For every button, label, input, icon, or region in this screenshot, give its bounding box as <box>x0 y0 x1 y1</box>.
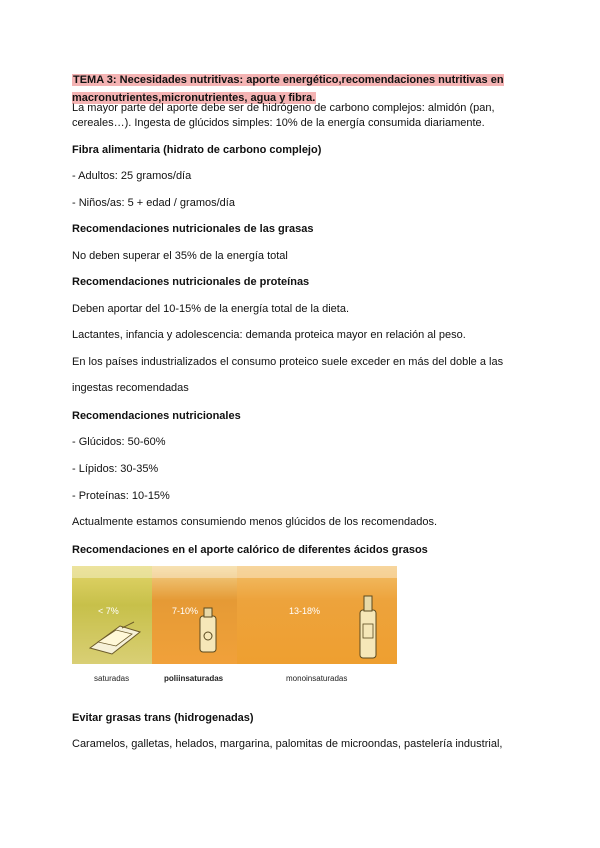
saturadas-percent: < 7% <box>98 606 119 616</box>
nutricionales-proteinas: - Proteínas: 10-15% <box>72 490 170 502</box>
intro-line-2: cereales…). Ingesta de glúcidos simples: 10% de la energía consumida diariamente. <box>72 117 485 129</box>
title-text: TEMA 3: Necesidades nutritivas: aporte energético,recomendaciones nutritivas en macronutrientes,micronutrientes, agua y fibra. <box>72 74 504 104</box>
proteinas-line-3: En los países industrializados el consumo proteico suele exceder en más del doble a las <box>72 356 504 368</box>
saturadas-panel <box>72 566 152 664</box>
nutricionales-heading: Recomendaciones nutricionales <box>72 410 241 422</box>
fibra-heading: Fibra alimentaria (hidrato de carbono complejo) <box>72 144 322 156</box>
oil-bottle-small-icon <box>152 566 237 664</box>
trans-text: Caramelos, galletas, helados, margarina, palomitas de microondas, pastelería industrial, <box>72 738 503 750</box>
poliinsaturadas-panel <box>152 566 237 664</box>
monoinsaturadas-label: monoinsaturadas <box>286 674 348 683</box>
proteinas-heading: Recomendaciones nutricionales de proteínas <box>72 276 310 288</box>
poliinsaturadas-percent: 7-10% <box>172 606 199 616</box>
acidos-heading: Recomendaciones en el aporte calórico de diferentes ácidos grasos <box>72 544 428 556</box>
grasas-heading: Recomendaciones nutricionales de las grasas <box>72 223 314 235</box>
monoinsaturadas-percent: 13-18% <box>289 606 321 616</box>
fatty-acids-figure <box>72 566 397 692</box>
fibra-ninos: - Niños/as: 5 + edad / gramos/día <box>72 197 235 209</box>
monoinsaturadas-panel <box>237 566 397 664</box>
saturadas-label: saturadas <box>94 674 130 683</box>
fibra-adultos: - Adultos: 25 gramos/día <box>72 170 192 182</box>
nutricionales-glucidos: - Glúcidos: 50-60% <box>72 436 166 448</box>
proteinas-line-2: Lactantes, infancia y adolescencia: demanda proteica mayor en relación al peso. <box>72 329 466 341</box>
intro-line-1: La mayor parte del aporte debe ser de hidrógeno de carbono complejos: almidón (pan, <box>72 102 495 114</box>
proteinas-line-1: Deben aportar del 10-15% de la energía total de la dieta. <box>72 303 350 315</box>
nutricionales-nota: Actualmente estamos consumiendo menos glúcidos de los recomendados. <box>72 516 438 528</box>
trans-heading: Evitar grasas trans (hidrogenadas) <box>72 712 254 724</box>
oil-bottle-large-icon <box>237 566 397 664</box>
proteinas-line-4: ingestas recomendadas <box>72 382 189 394</box>
poliinsaturadas-label: poliinsaturadas <box>164 674 224 683</box>
nutricionales-lipidos: - Lípidos: 30-35% <box>72 463 159 475</box>
butter-icon <box>72 566 152 664</box>
grasas-text: No deben superar el 35% de la energía total <box>72 250 288 262</box>
